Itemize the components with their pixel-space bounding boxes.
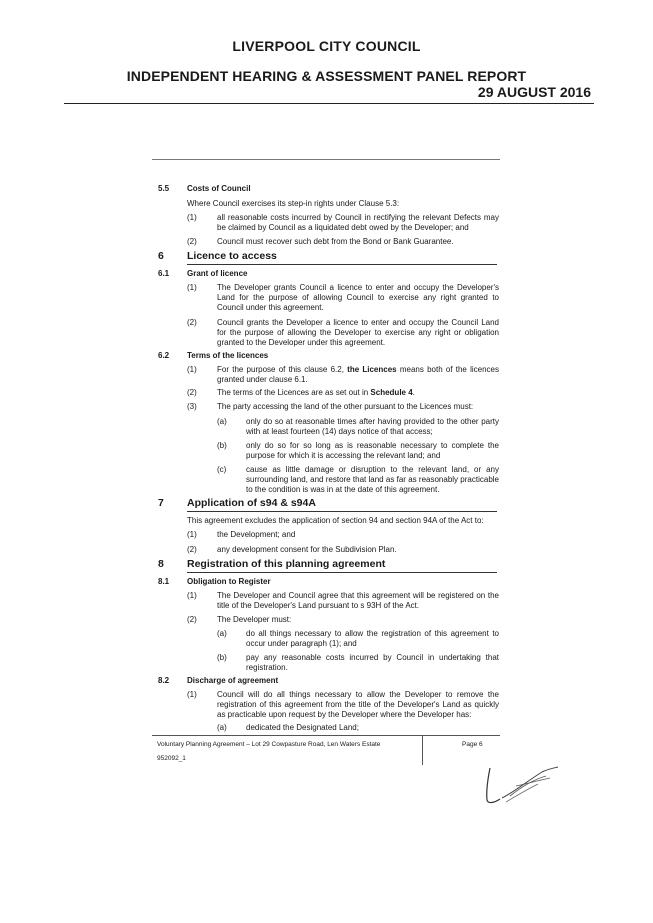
- item-marker: (1): [187, 591, 197, 600]
- item-marker: (2): [187, 318, 197, 327]
- item-text: The Developer grants Council a licence to enter and occupy the Developer's Land for the purpose of allowing Council to exercise any right granted to Council under this agreement.: [217, 283, 499, 312]
- clause-number: 6.1: [158, 269, 170, 278]
- clause-title: Obligation to Register: [187, 577, 271, 586]
- page-top-rule: [152, 159, 500, 160]
- item-text: The party accessing the land of the other pursuant to the Licences must:: [217, 402, 474, 411]
- item-marker: (1): [187, 690, 197, 699]
- report-title: INDEPENDENT HEARING & ASSESSMENT PANEL REPORT: [126, 68, 527, 84]
- subitem-text: dedicated the Designated Land;: [246, 723, 359, 732]
- clause-number: 8.2: [158, 676, 170, 685]
- clause-intro: Where Council exercises its step-in rights under Clause 5.3:: [187, 199, 400, 208]
- clause-number: 6.2: [158, 351, 170, 360]
- clause-title: Terms of the licences: [187, 351, 269, 360]
- item-text: the Development; and: [217, 530, 296, 539]
- item-text: Council grants the Developer a licence to enter and occupy the Council Land for the purpose of allowing the Developer to exercise any right or obligation granted to the Developer under this agreement.: [217, 318, 499, 347]
- item-text: The Developer and Council agree that this agreement will be registered on the title of the Developer's Land pursuant to s 93H of the Act.: [217, 591, 499, 610]
- section-rule: [187, 264, 497, 265]
- subitem-text: do all things necessary to allow the registration of this agreement to occur under paragraph (1); and: [246, 629, 499, 648]
- clause-number: 8.1: [158, 577, 170, 586]
- section-number: 6: [158, 250, 164, 262]
- section-number: 8: [158, 558, 164, 570]
- section-title: Licence to access: [187, 250, 277, 262]
- footer-document-id: 952092_1: [157, 755, 186, 762]
- report-date: 29 AUGUST 2016: [477, 84, 591, 100]
- item-marker: (1): [187, 213, 197, 222]
- subitem-marker: (c): [217, 465, 227, 474]
- item-marker: (3): [187, 402, 197, 411]
- item-text: Council will do all things necessary to allow the Developer to remove the registration of this agreement from the title of the Developer's Land as quickly as practicable upon request by the Developer where the Developer has:: [217, 690, 499, 719]
- footer-title: Voluntary Planning Agreement – Lot 29 Cowpasture Road, Len Waters Estate: [157, 741, 381, 748]
- subitem-marker: (a): [217, 723, 227, 732]
- clause-intro: This agreement excludes the application of section 94 and section 94A of the Act to:: [187, 516, 484, 525]
- subitem-text: pay any reasonable costs incurred by Council in undertaking that registration.: [246, 653, 499, 672]
- clause-title: Discharge of agreement: [187, 676, 279, 685]
- council-name: LIVERPOOL CITY COUNCIL: [232, 38, 421, 54]
- item-marker: (2): [187, 237, 197, 246]
- item-marker: (2): [187, 545, 197, 554]
- footer-divider: [422, 735, 423, 765]
- clause-title: Grant of licence: [187, 269, 248, 278]
- subitem-text: only do so for so long as is reasonable necessary to complete the purpose for which it is accessing the relevant land; and: [246, 441, 499, 460]
- handwritten-signature: [476, 762, 562, 808]
- section-title: Application of s94 & s94A: [187, 497, 316, 509]
- section-number: 7: [158, 497, 164, 509]
- subitem-marker: (a): [217, 417, 227, 426]
- item-marker: (1): [187, 530, 197, 539]
- section-rule: [187, 572, 497, 573]
- header-rule: [64, 103, 594, 104]
- subitem-marker: (b): [217, 441, 227, 450]
- page-number: Page 6: [462, 741, 483, 748]
- item-text: all reasonable costs incurred by Council in rectifying the relevant Defects may be claimed by Council as a liquidated debt owed by the Developer; and: [217, 213, 499, 232]
- item-text: For the purpose of this clause 6.2, the Licences means both of the licences granted under clause 6.1.: [217, 365, 499, 384]
- subitem-marker: (a): [217, 629, 227, 638]
- item-text: any development consent for the Subdivision Plan.: [217, 545, 397, 554]
- item-marker: (1): [187, 283, 197, 292]
- subitem-text: only do so at reasonable times after having provided to the other party with at least fourteen (14) days notice of that access;: [246, 417, 499, 436]
- item-text: Council must recover such debt from the Bond or Bank Guarantee.: [217, 237, 454, 246]
- item-marker: (2): [187, 615, 197, 624]
- item-marker: (1): [187, 365, 197, 374]
- item-marker: (2): [187, 388, 197, 397]
- clause-number: 5.5: [158, 184, 170, 193]
- item-text: The Developer must:: [217, 615, 292, 624]
- subitem-text: cause as little damage or disruption to the relevant land, or any surrounding land, and restore that land as far as reasonably practicable to the condition is was in at the date of this agreement.: [246, 465, 499, 494]
- section-title: Registration of this planning agreement: [187, 558, 386, 570]
- clause-title: Costs of Council: [187, 184, 251, 193]
- subitem-marker: (b): [217, 653, 227, 662]
- section-rule: [187, 511, 497, 512]
- item-text: The terms of the Licences are as set out in Schedule 4.: [217, 388, 415, 397]
- footer-rule: [152, 735, 500, 736]
